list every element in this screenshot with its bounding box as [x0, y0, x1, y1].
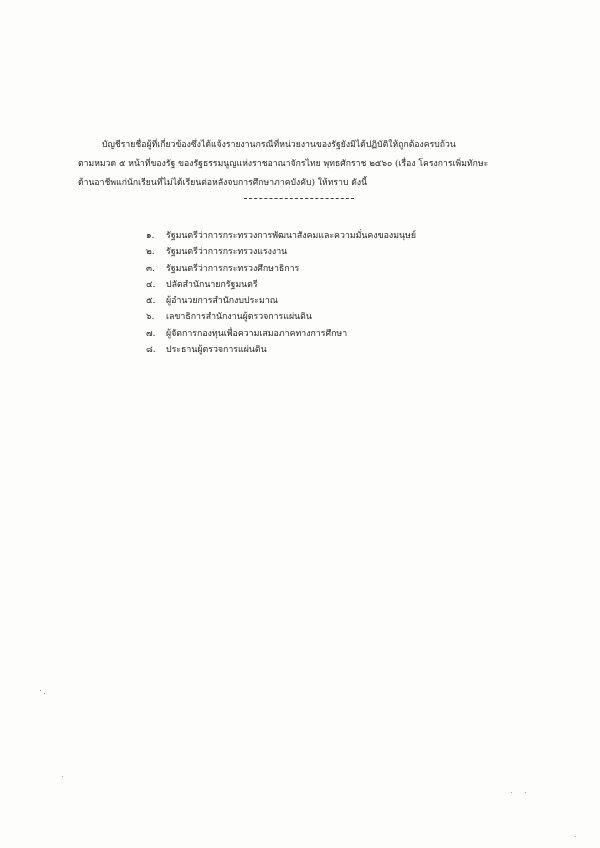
list-item-number: ๔.: [146, 279, 156, 290]
scan-speck: [511, 792, 512, 793]
list-item: [146, 244, 466, 260]
scan-speck: [40, 690, 41, 691]
list-item: [146, 228, 466, 244]
list-item-number: ๗.: [146, 328, 156, 339]
list-item: [146, 277, 466, 293]
list-item-name: รัฐมนตรีว่าการกระทรวงศึกษาธิการ: [166, 263, 300, 274]
list-item-name: ปลัดสำนักนายกรัฐมนตรี: [166, 279, 258, 290]
list-item-name: ผู้จัดการกองทุนเพื่อความเสมอภาคทางการศึกษา: [166, 328, 348, 339]
list-item-name: ประธานผู้ตรวจการแผ่นดิน: [166, 345, 267, 356]
scan-speck: [525, 792, 526, 793]
scan-speck: [44, 693, 45, 694]
intro-paragraph: [78, 136, 526, 193]
list-item-name: ผู้อำนวยการสำนักงบประมาณ: [166, 296, 278, 307]
list-item: [146, 326, 466, 342]
scan-speck: [62, 776, 63, 777]
list-item-number: ๕.: [146, 296, 156, 307]
list-item: [146, 342, 466, 358]
list-item-number: ๑.: [146, 231, 155, 241]
list-item-name: เลขาธิการสำนักงานผู้ตรวจการแผ่นดิน: [166, 312, 312, 323]
list-item: [146, 309, 466, 325]
list-item-name: รัฐมนตรีว่าการกระทรวงการพัฒนาสังคมและความมั่นคงของมนุษย์: [166, 231, 416, 241]
intro-line: ด้านอาชีพแก่นักเรียนที่ไม่ได้เรียนต่อหลังจบการศึกษาภาคบังคับ) ให้ทราบ ดังนี้: [78, 178, 368, 188]
intro-line: ตามหมวด ๕ หน้าที่ของรัฐ ของรัฐธรรมนูญแห่งราชอาณาจักรไทย พุทธศักราช ๒๕๖๐ (เรื่อง โครงการเพิ่มทักษะ: [78, 159, 489, 169]
list-item-number: ๖.: [146, 312, 155, 323]
list-item-number: ๓.: [146, 263, 155, 274]
intro-line: บัญชีรายชื่อผู้ที่เกี่ยวข้องซึ่งได้แจ้งรายงานกรณีที่หน่วยงานของรัฐยังมิได้ปฏิบัติให้ถูกต้องครบถ้วน: [102, 140, 456, 150]
list-item: [146, 261, 466, 277]
scan-speck: [575, 836, 576, 837]
list-item-number: ๘.: [146, 345, 156, 356]
recipient-list: [146, 228, 466, 358]
list-item: [146, 293, 466, 309]
dashed-divider: [244, 198, 354, 199]
list-item-number: ๒.: [146, 247, 155, 258]
list-item-name: รัฐมนตรีว่าการกระทรวงแรงงาน: [166, 247, 288, 258]
